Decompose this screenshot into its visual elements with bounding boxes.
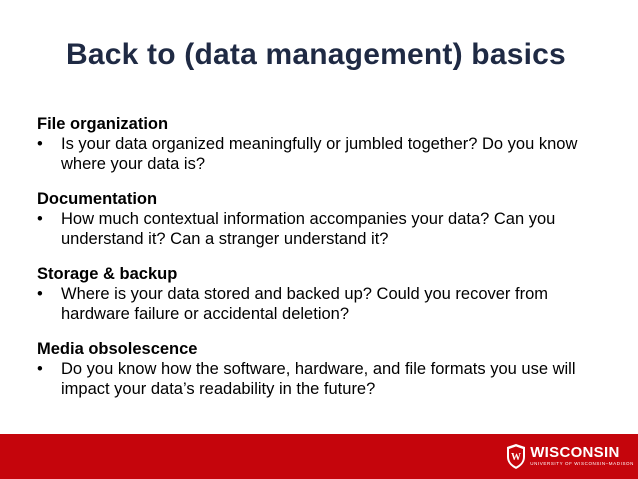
bullet-marker: • bbox=[37, 210, 43, 228]
bullet-marker: • bbox=[37, 135, 43, 153]
bullet-item bbox=[37, 284, 607, 324]
bullet-item bbox=[37, 134, 607, 174]
logo-text bbox=[530, 445, 634, 467]
bullet-text: How much contextual information accompanies your data? Can you understand it? Can a stranger understand it? bbox=[61, 210, 556, 248]
logo-wordmark: WISCONSIN bbox=[530, 444, 620, 461]
slide-title: Back to (data management) basics bbox=[66, 38, 566, 71]
bullet-marker: • bbox=[37, 285, 43, 303]
footer-bar bbox=[0, 434, 638, 479]
bullet-text: Do you know how the software, hardware, and file formats you use will impact your data’s readability in the future? bbox=[61, 360, 576, 398]
section-file-organization bbox=[37, 114, 607, 174]
uw-crest-icon bbox=[506, 443, 526, 470]
bullet-text: Where is your data stored and backed up? Could you recover from hardware failure or accidental deletion? bbox=[61, 285, 549, 323]
section-heading: Storage & backup bbox=[37, 265, 178, 283]
section-heading: Documentation bbox=[37, 190, 158, 208]
bullet-text: Is your data organized meaningfully or jumbled together? Do you know where your data is? bbox=[61, 135, 578, 173]
section-storage-backup bbox=[37, 264, 607, 324]
section-documentation bbox=[37, 189, 607, 249]
svg-text:W: W bbox=[511, 451, 522, 463]
university-logo bbox=[506, 440, 634, 472]
section-media-obsolescence bbox=[37, 339, 607, 399]
logo-subline: UNIVERSITY OF WISCONSIN–MADISON bbox=[530, 461, 634, 466]
slide-content bbox=[37, 114, 607, 414]
bullet-item bbox=[37, 359, 607, 399]
section-heading: File organization bbox=[37, 115, 169, 133]
section-heading: Media obsolescence bbox=[37, 340, 198, 358]
bullet-marker: • bbox=[37, 360, 43, 378]
bullet-item bbox=[37, 209, 607, 249]
